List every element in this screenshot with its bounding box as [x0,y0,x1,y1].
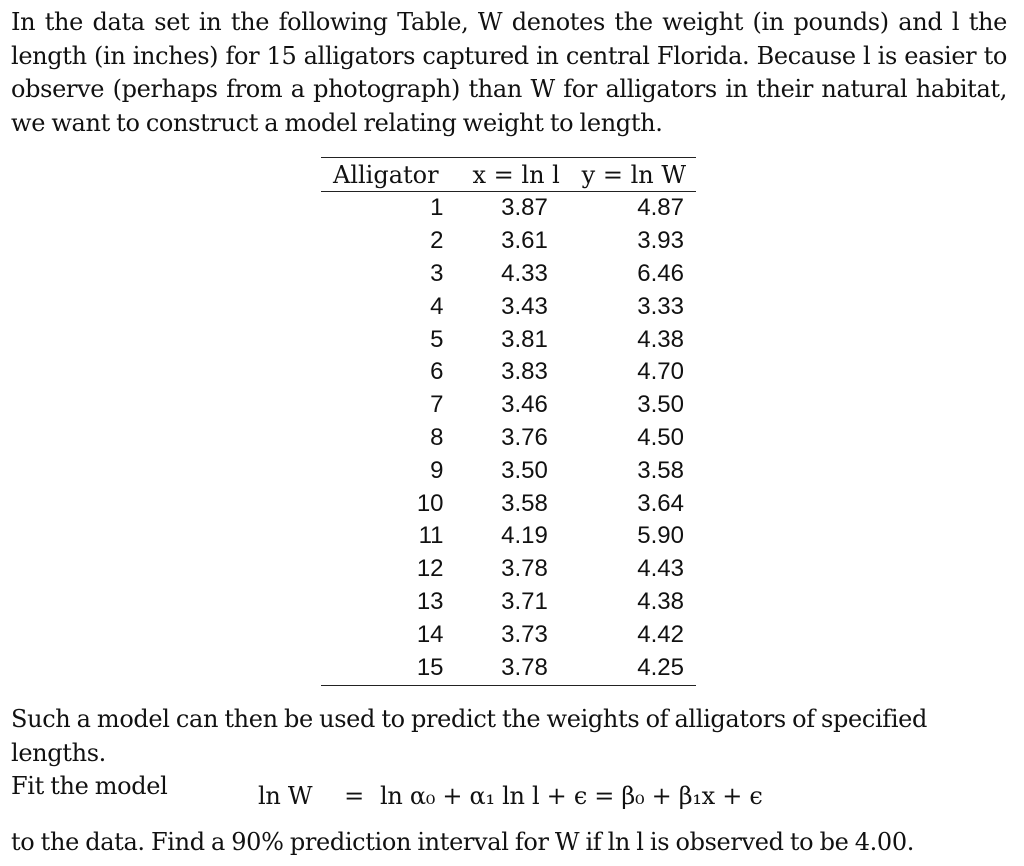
table-row [321,651,696,686]
cell-alligator: 5 [430,325,444,353]
cell-alligator: 9 [430,456,444,484]
cell-x: 3.78 [448,651,564,686]
table-row [321,618,696,651]
table-row [321,586,696,619]
cell-alligator: 12 [416,555,444,583]
table-header-row [321,158,696,192]
cell-x: 4.33 [501,259,548,287]
intro-line-1: In the data set in the following Table, W denotes the weight (in pounds) and l the [11,8,1007,36]
cell-x: 3.78 [501,555,548,583]
cell-y: 6.46 [637,259,684,287]
table-row [321,422,696,455]
equation-lhs: ln W [258,782,313,810]
cell-alligator: 10 [416,489,444,517]
header-ln-weight: y = ln W [564,158,696,192]
cell-alligator: 2 [430,227,444,255]
cell-y: 4.87 [637,194,684,222]
cell-y: 3.50 [637,391,684,419]
cell-alligator: 7 [430,391,444,419]
equation-rhs: ln α₀ + α₁ ln l + ϵ = β₀ + β₁x + ϵ [380,782,763,810]
intro-line-2: length (in inches) for 15 alligators captured in central Florida. Because l is easier to [11,41,1007,70]
cell-y: 4.25 [564,651,696,686]
table-row [321,192,696,225]
cell-y: 4.42 [637,620,684,648]
cell-x: 3.46 [501,391,548,419]
model-equation [258,782,763,810]
cell-y: 4.38 [637,325,684,353]
cell-y: 3.33 [637,292,684,320]
cell-alligator: 6 [430,358,444,386]
table-row [321,258,696,291]
cell-y: 3.93 [637,227,684,255]
final-question: to the data. Find a 90% prediction interval for W if ln l is observed to be 4.00. [11,828,915,856]
cell-y: 4.38 [637,587,684,615]
table-row [321,487,696,520]
cell-x: 3.58 [501,489,548,517]
table-row [321,225,696,258]
table-row [321,356,696,389]
table-row [321,290,696,323]
cell-alligator: 4 [430,292,444,320]
cell-alligator: 3 [430,259,444,287]
header-alligator: Alligator [321,158,448,192]
equation-equals: = [344,782,364,810]
model-line-2: Fit the model [11,772,168,800]
cell-x: 3.81 [501,325,548,353]
table-row [321,389,696,422]
cell-alligator: 14 [416,620,444,648]
intro-line-4: we want to construct a model relating weight to length. [11,108,663,137]
table-body [321,192,696,686]
cell-x: 3.76 [501,423,548,451]
table-row [321,553,696,586]
table-row [321,454,696,487]
cell-alligator: 13 [416,587,444,615]
cell-alligator: 15 [321,651,448,686]
cell-alligator: 11 [418,522,444,550]
cell-x: 3.73 [501,620,548,648]
cell-x: 4.19 [501,522,548,550]
intro-line-3: observe (perhaps from a photograph) than W for alligators in their natural habitat, [11,75,1007,103]
cell-y: 3.64 [637,489,684,517]
cell-y: 4.50 [637,423,684,451]
cell-y: 4.70 [637,358,684,386]
intro-paragraph [11,6,1007,140]
cell-x: 3.43 [501,292,548,320]
cell-x: 3.87 [501,194,548,222]
cell-y: 4.43 [637,555,684,583]
cell-y: 5.90 [637,522,684,550]
cell-y: 3.58 [637,456,684,484]
cell-x: 3.71 [501,587,548,615]
cell-x: 3.61 [501,227,548,255]
table-row [321,323,696,356]
alligator-data-table [321,157,696,686]
header-ln-length: x = ln l [448,158,564,192]
cell-alligator: 1 [430,194,444,222]
table-row [321,520,696,553]
model-line-1: Such a model can then be used to predict the weights of alligators of specified lengths. [11,705,928,767]
cell-x: 3.50 [501,456,548,484]
cell-alligator: 8 [430,423,444,451]
cell-x: 3.83 [501,358,548,386]
